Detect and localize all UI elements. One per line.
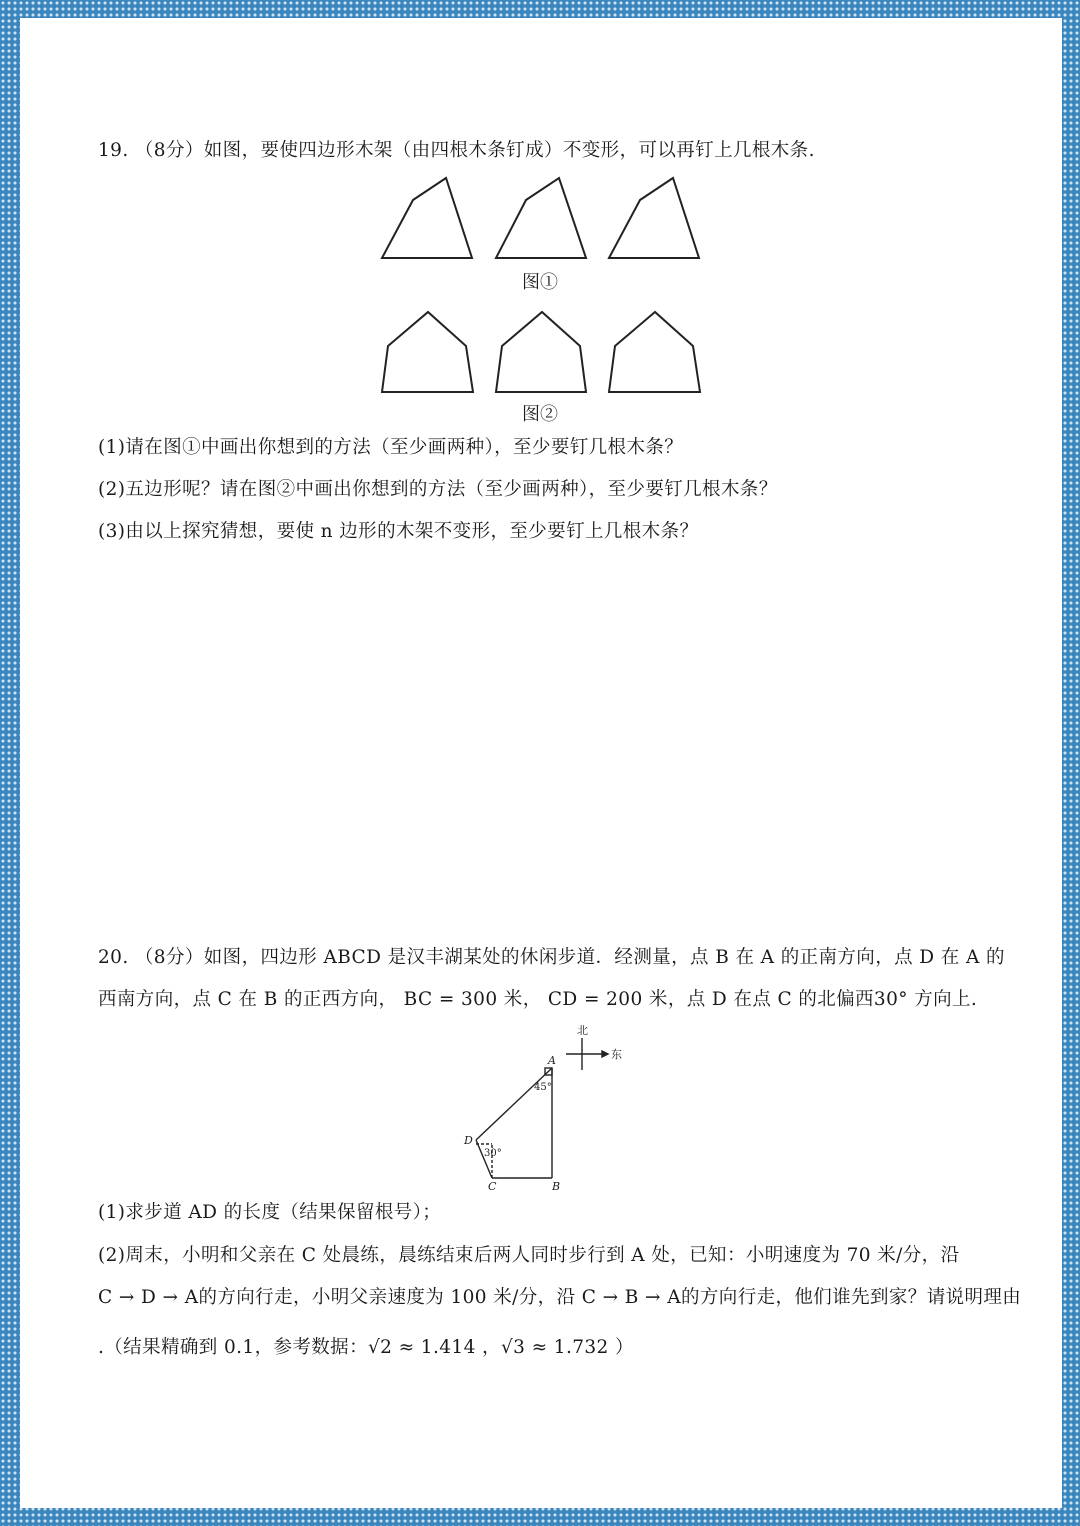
- label-a: A: [548, 1054, 556, 1067]
- side-cd: [476, 1140, 492, 1178]
- q19-part3: (3)由以上探究猜想，要使 n 边形的木架不变形，至少要钉上几根木条？: [98, 521, 699, 542]
- angle-d-label: 30°: [484, 1148, 502, 1159]
- q20-part2-line3: .（结果精确到 0.1，参考数据：√2 ≈ 1.414 ，√3 ≈ 1.732 ）: [98, 1337, 634, 1358]
- label-d: D: [464, 1134, 473, 1147]
- figure-2-pentagons: [378, 308, 708, 396]
- pentagon-3: [609, 312, 700, 392]
- worksheet-page: [20, 18, 1062, 1508]
- compass-east-arrow: [602, 1051, 608, 1057]
- quadrilateral-1: [382, 178, 472, 258]
- label-b: B: [552, 1180, 561, 1192]
- label-c: C: [488, 1180, 497, 1192]
- figure-walkway: [456, 1022, 636, 1192]
- q19-part1: (1)请在图①中画出你想到的方法（至少画两种），至少要钉几根木条？: [98, 437, 684, 458]
- pentagon-2: [496, 312, 586, 392]
- q20-line2: 西南方向，点 C 在 B 的正西方向， BC = 300 米， CD = 200 米，点 D 在点 C 的北偏西30° 方向上.: [98, 989, 978, 1010]
- side-da: [476, 1068, 552, 1140]
- compass-north-label: 北: [577, 1024, 588, 1037]
- figure-1-caption: 图①: [522, 272, 558, 293]
- q19-part2: (2)五边形呢？请在图②中画出你想到的方法（至少画两种），至少要钉几根木条？: [98, 479, 778, 500]
- q20-line1: 20. （8分）如图，四边形 ABCD 是汉丰湖某处的休闲步道．经测量，点 B 在 A 的正南方向，点 D 在 A 的: [98, 947, 1005, 968]
- q20-part1: (1)求步道 AD 的长度（结果保留根号）；: [98, 1202, 442, 1223]
- angle-a-label: 45°: [534, 1082, 552, 1093]
- q19-header: 19. （8分）如图，要使四边形木架（由四根木条钉成）不变形，可以再钉上几根木条.: [98, 140, 815, 161]
- figure-1-quadrilaterals: [378, 172, 708, 262]
- quadrilateral-2: [496, 178, 586, 258]
- compass-east-label: 东: [611, 1048, 622, 1061]
- q20-part2-line2: C → D → A的方向行走，小明父亲速度为 100 米/分，沿 C → B → A的方向行走，他们谁先到家？请说明理由: [98, 1287, 1022, 1308]
- q20-part2-line1: (2)周末，小明和父亲在 C 处晨练，晨练结束后两人同时步行到 A 处，已知：小明速度为 70 米/分，沿: [98, 1245, 960, 1266]
- figure-2-caption: 图②: [522, 404, 558, 425]
- pentagon-1: [382, 312, 473, 392]
- quadrilateral-3: [609, 178, 699, 258]
